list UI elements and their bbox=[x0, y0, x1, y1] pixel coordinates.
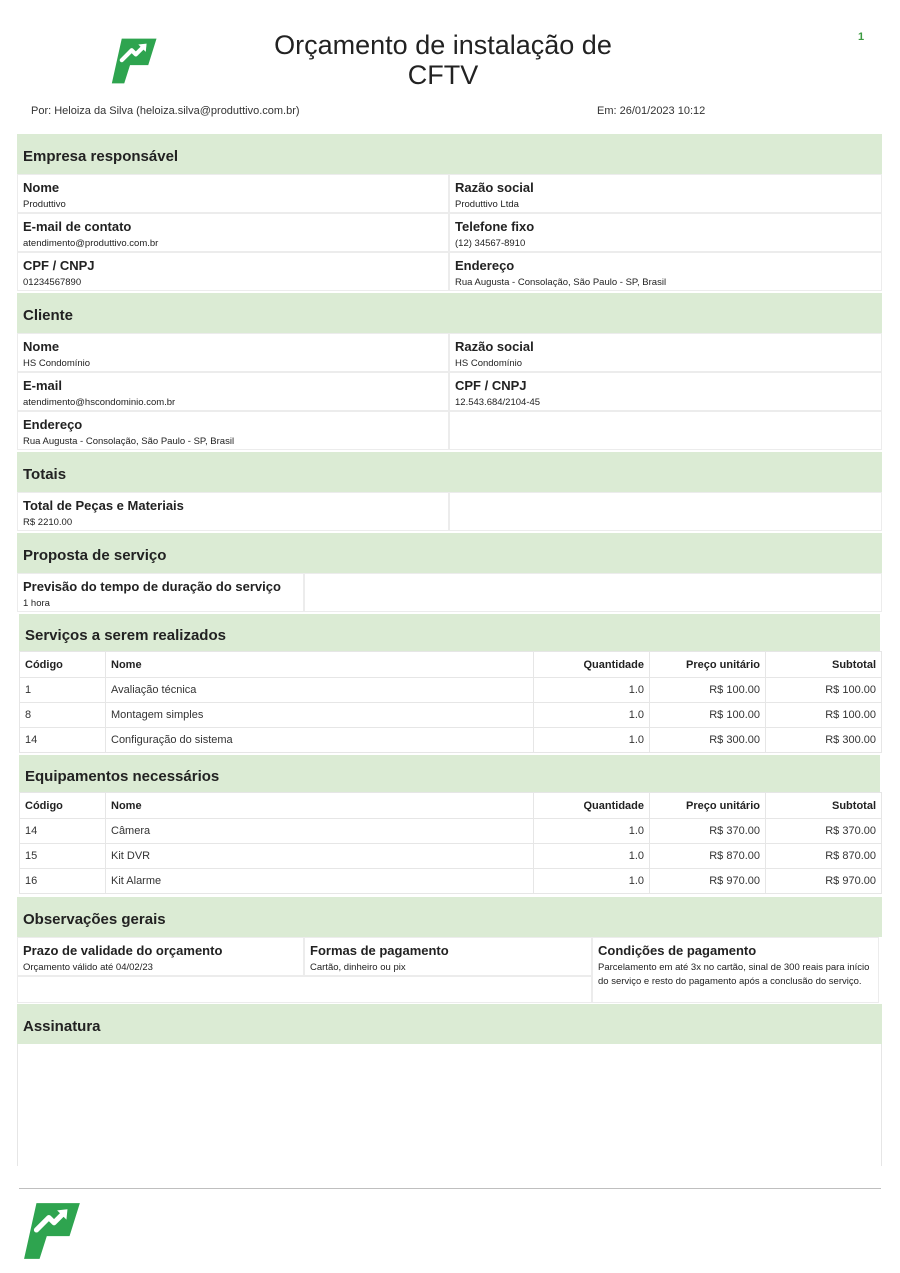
cliente-razao: Razão social HS Condomínio bbox=[449, 333, 882, 372]
obs-prazo: Prazo de validade do orçamento Orçamento válido até 04/02/23 bbox=[17, 937, 304, 976]
empresa-nome: Nome Produttivo bbox=[17, 174, 449, 213]
logo-shape bbox=[112, 39, 157, 84]
obs-formas: Formas de pagamento Cartão, dinheiro ou pix bbox=[304, 937, 592, 976]
col-quantidade: Quantidade bbox=[534, 793, 650, 819]
proposta-duracao: Previsão do tempo de duração do serviço 1 hora bbox=[17, 573, 304, 612]
date-line: Em: 26/01/2023 10:12 bbox=[597, 105, 706, 117]
obs-condicoes: Condições de pagamento Parcelamento em até 3x no cartão, sinal de 300 reais para início do serviço e resto do pagamento após a conclusão do serviço. bbox=[592, 937, 879, 1003]
section-cliente: Cliente bbox=[17, 293, 882, 333]
produttivo-footer-logo bbox=[22, 1201, 84, 1261]
col-subtotal: Subtotal bbox=[766, 652, 882, 678]
totais-empty-cell bbox=[449, 492, 882, 531]
col-codigo: Código bbox=[20, 793, 106, 819]
total-pecas: Total de Peças e Materiais R$ 2210.00 bbox=[17, 492, 449, 531]
equipamentos-table bbox=[19, 792, 882, 894]
section-servicos: Serviços a serem realizados bbox=[19, 614, 880, 652]
servicos-table bbox=[19, 651, 882, 753]
table-row: 14 Câmera 1.0 R$ 370.00 R$ 370.00 bbox=[20, 819, 882, 844]
col-codigo: Código bbox=[20, 652, 106, 678]
table-row: 1 Avaliação técnica 1.0 R$ 100.00 R$ 100.00 bbox=[20, 678, 882, 703]
empresa-endereco: Endereço Rua Augusta - Consolação, São Paulo - SP, Brasil bbox=[449, 252, 882, 291]
cliente-email: E-mail atendimento@hscondominio.com.br bbox=[17, 372, 449, 411]
section-observacoes: Observações gerais bbox=[17, 897, 882, 937]
col-quantidade: Quantidade bbox=[534, 652, 650, 678]
produttivo-logo bbox=[110, 37, 160, 85]
empresa-razao: Razão social Produttivo Ltda bbox=[449, 174, 882, 213]
table-row: 16 Kit Alarme 1.0 R$ 970.00 R$ 970.00 bbox=[20, 869, 882, 894]
author-line: Por: Heloiza da Silva (heloiza.silva@produttivo.com.br) bbox=[31, 105, 300, 117]
empresa-email: E-mail de contato atendimento@produttivo.com.br bbox=[17, 213, 449, 252]
cliente-empty-cell bbox=[449, 411, 882, 450]
empresa-telefone: Telefone fixo (12) 34567-8910 bbox=[449, 213, 882, 252]
col-subtotal: Subtotal bbox=[766, 793, 882, 819]
obs-empty-cell bbox=[17, 976, 592, 1003]
equipamentos-header-row bbox=[20, 793, 882, 819]
proposta-empty-cell bbox=[304, 573, 882, 612]
cliente-nome: Nome HS Condomínio bbox=[17, 333, 449, 372]
section-proposta: Proposta de serviço bbox=[17, 533, 882, 573]
table-row: 8 Montagem simples 1.0 R$ 100.00 R$ 100.00 bbox=[20, 703, 882, 728]
section-assinatura: Assinatura bbox=[17, 1004, 882, 1044]
signature-area bbox=[17, 1044, 882, 1166]
col-nome: Nome bbox=[106, 793, 534, 819]
cliente-cpf: CPF / CNPJ 12.543.684/2104-45 bbox=[449, 372, 882, 411]
table-row: 14 Configuração do sistema 1.0 R$ 300.00 R$ 300.00 bbox=[20, 728, 882, 753]
servicos-header-row bbox=[20, 652, 882, 678]
cliente-endereco: Endereço Rua Augusta - Consolação, São Paulo - SP, Brasil bbox=[17, 411, 449, 450]
table-row: 15 Kit DVR 1.0 R$ 870.00 R$ 870.00 bbox=[20, 844, 882, 869]
footer-divider bbox=[19, 1188, 881, 1189]
col-preco: Preço unitário bbox=[650, 793, 766, 819]
col-nome: Nome bbox=[106, 652, 534, 678]
section-empresa: Empresa responsável bbox=[17, 134, 882, 174]
page-number: 1 bbox=[858, 31, 865, 43]
section-equipamentos: Equipamentos necessários bbox=[19, 755, 880, 793]
empresa-cpf: CPF / CNPJ 01234567890 bbox=[17, 252, 449, 291]
logo-shape bbox=[24, 1203, 80, 1259]
document-title: Orçamento de instalação de CFTV bbox=[274, 30, 612, 90]
col-preco: Preço unitário bbox=[650, 652, 766, 678]
section-totais: Totais bbox=[17, 452, 882, 492]
